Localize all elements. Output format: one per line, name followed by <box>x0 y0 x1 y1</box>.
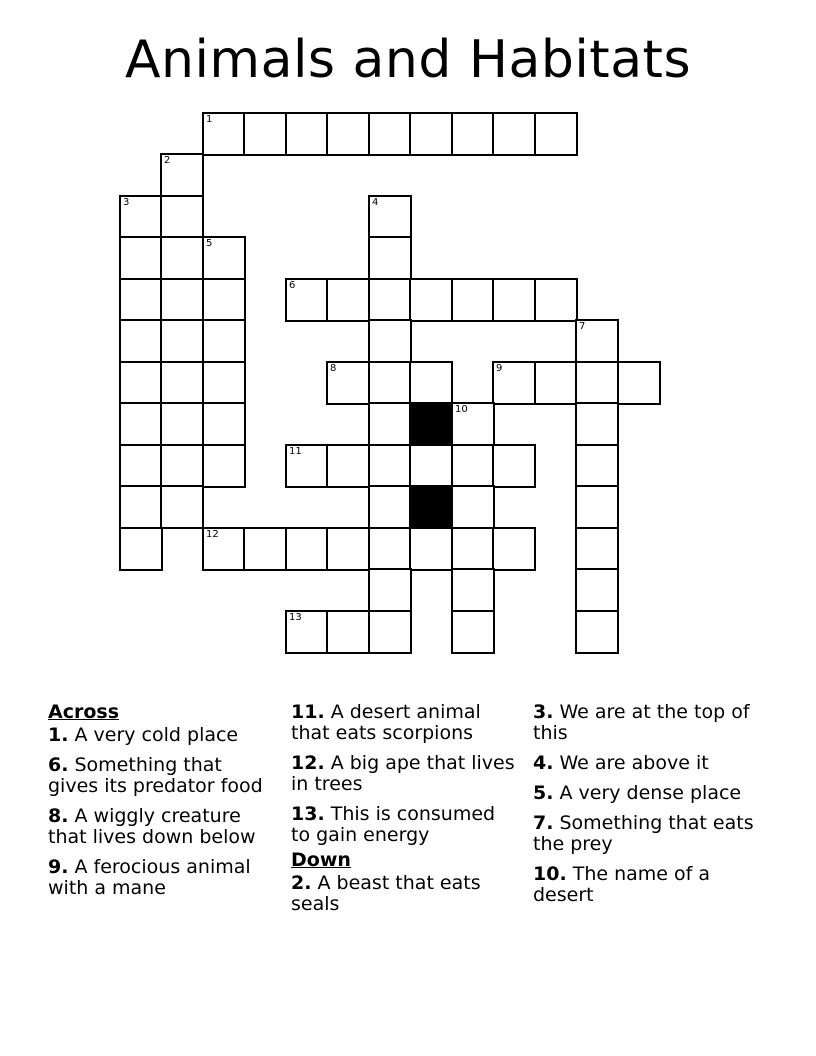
clues-column-1 <box>48 702 273 908</box>
clue-number: 13. <box>291 803 325 825</box>
clue-number-label: 12 <box>206 529 219 540</box>
answer-cell[interactable] <box>160 402 204 446</box>
clue-text: Something that gives its predator food <box>48 754 263 797</box>
answer-cell[interactable] <box>326 112 370 156</box>
answer-cell[interactable] <box>202 361 246 405</box>
answer-cell[interactable] <box>326 278 370 322</box>
answer-cell[interactable] <box>160 444 204 488</box>
clue-text: A big ape that lives in trees <box>291 752 515 795</box>
answer-cell[interactable] <box>368 236 412 280</box>
answer-cell[interactable] <box>575 319 619 363</box>
clue-number-label: 4 <box>372 197 379 208</box>
answer-cell[interactable] <box>409 361 453 405</box>
clue-text: A very cold place <box>68 724 239 746</box>
answer-cell[interactable] <box>492 361 536 405</box>
clue-number-label: 5 <box>206 238 213 249</box>
clue-text: This is consumed to gain energy <box>291 803 496 846</box>
down-heading: Down <box>291 849 351 871</box>
answer-cell[interactable] <box>534 278 578 322</box>
clue-down-10 <box>533 864 763 906</box>
answer-cell[interactable] <box>326 361 370 405</box>
answer-cell[interactable] <box>160 195 204 239</box>
clue-number: 9. <box>48 856 69 878</box>
answer-cell[interactable] <box>451 568 495 612</box>
answer-cell[interactable] <box>285 610 329 654</box>
answer-cell[interactable] <box>575 444 619 488</box>
clue-number: 8. <box>48 805 69 827</box>
answer-cell[interactable] <box>119 527 163 571</box>
answer-cell[interactable] <box>492 527 536 571</box>
answer-cell[interactable] <box>326 610 370 654</box>
answer-cell[interactable] <box>119 278 163 322</box>
answer-cell[interactable] <box>451 485 495 529</box>
answer-cell[interactable] <box>119 402 163 446</box>
answer-cell[interactable] <box>243 527 287 571</box>
clue-number: 10. <box>533 863 567 885</box>
clue-text: Something that eats the prey <box>533 812 754 855</box>
page-title: Animals and Habitats <box>124 30 692 90</box>
clues-column-2 <box>291 702 516 924</box>
answer-cell[interactable] <box>368 361 412 405</box>
clue-down-7 <box>533 813 763 855</box>
answer-cell[interactable] <box>160 236 204 280</box>
answer-cell[interactable] <box>575 527 619 571</box>
clue-across-8 <box>48 806 273 848</box>
clue-number-label: 2 <box>164 155 171 166</box>
answer-cell[interactable] <box>368 319 412 363</box>
answer-cell[interactable] <box>451 610 495 654</box>
clue-down-3 <box>533 702 763 744</box>
clue-number: 6. <box>48 754 69 776</box>
answer-cell[interactable] <box>160 278 204 322</box>
clue-number: 7. <box>533 812 554 834</box>
answer-cell[interactable] <box>285 112 329 156</box>
answer-cell[interactable] <box>285 527 329 571</box>
answer-cell[interactable] <box>368 402 412 446</box>
clue-number-label: 10 <box>455 404 468 415</box>
answer-cell[interactable] <box>368 278 412 322</box>
answer-cell[interactable] <box>119 236 163 280</box>
answer-cell[interactable] <box>285 278 329 322</box>
answer-cell[interactable] <box>617 361 661 405</box>
clue-down-2 <box>291 873 516 915</box>
clue-number: 5. <box>533 782 554 804</box>
clue-across-9 <box>48 857 273 899</box>
answer-cell[interactable] <box>202 402 246 446</box>
answer-cell[interactable] <box>202 236 246 280</box>
answer-cell[interactable] <box>119 195 163 239</box>
clue-text: A desert animal that eats scorpions <box>291 701 481 744</box>
answer-cell[interactable] <box>160 153 204 197</box>
answer-cell[interactable] <box>492 112 536 156</box>
clue-number-label: 6 <box>289 280 296 291</box>
clue-number-label: 3 <box>123 197 130 208</box>
clue-text: We are at the top of this <box>533 701 750 744</box>
answer-cell[interactable] <box>368 568 412 612</box>
answer-cell[interactable] <box>368 485 412 529</box>
answer-cell[interactable] <box>492 444 536 488</box>
answer-cell[interactable] <box>202 527 246 571</box>
answer-cell[interactable] <box>575 568 619 612</box>
answer-cell[interactable] <box>160 319 204 363</box>
answer-cell[interactable] <box>409 278 453 322</box>
clue-text: A beast that eats seals <box>291 872 481 915</box>
answer-cell[interactable] <box>451 402 495 446</box>
clue-number: 1. <box>48 724 69 746</box>
answer-cell[interactable] <box>368 527 412 571</box>
answer-cell[interactable] <box>575 485 619 529</box>
clue-down-5 <box>533 783 763 804</box>
clue-number: 12. <box>291 752 325 774</box>
answer-cell[interactable] <box>202 112 246 156</box>
clue-across-11 <box>291 702 516 744</box>
answer-cell[interactable] <box>575 610 619 654</box>
answer-cell[interactable] <box>368 112 412 156</box>
answer-cell[interactable] <box>534 361 578 405</box>
clue-number: 2. <box>291 872 312 894</box>
answer-cell[interactable] <box>368 610 412 654</box>
answer-cell[interactable] <box>160 485 204 529</box>
answer-cell[interactable] <box>492 278 536 322</box>
answer-cell[interactable] <box>451 112 495 156</box>
answer-cell[interactable] <box>243 112 287 156</box>
clue-number-label: 9 <box>496 363 503 374</box>
answer-cell[interactable] <box>409 527 453 571</box>
clue-number-label: 8 <box>330 363 337 374</box>
clue-number: 11. <box>291 701 325 723</box>
black-square <box>409 402 453 446</box>
clue-across-13 <box>291 804 516 846</box>
answer-cell[interactable] <box>451 444 495 488</box>
answer-cell[interactable] <box>202 278 246 322</box>
clues-column-3 <box>533 702 763 915</box>
clue-number-label: 1 <box>206 114 213 125</box>
answer-cell[interactable] <box>409 112 453 156</box>
answer-cell[interactable] <box>119 485 163 529</box>
answer-cell[interactable] <box>202 319 246 363</box>
answer-cell[interactable] <box>534 112 578 156</box>
answer-cell[interactable] <box>119 444 163 488</box>
answer-cell[interactable] <box>409 444 453 488</box>
clue-text: We are above it <box>553 752 709 774</box>
clue-number: 3. <box>533 701 554 723</box>
answer-cell[interactable] <box>368 444 412 488</box>
clue-number-label: 13 <box>289 612 302 623</box>
clue-number-label: 11 <box>289 446 302 457</box>
clue-number-label: 7 <box>579 321 586 332</box>
answer-cell[interactable] <box>202 444 246 488</box>
answer-cell[interactable] <box>451 278 495 322</box>
answer-cell[interactable] <box>119 361 163 405</box>
clue-across-12 <box>291 753 516 795</box>
clue-across-6 <box>48 755 273 797</box>
answer-cell[interactable] <box>575 361 619 405</box>
clue-down-4 <box>533 753 763 774</box>
across-heading: Across <box>48 701 120 723</box>
answer-cell[interactable] <box>368 195 412 239</box>
clue-across-1 <box>48 725 273 746</box>
answer-cell[interactable] <box>575 402 619 446</box>
answer-cell[interactable] <box>326 527 370 571</box>
black-square <box>409 485 453 529</box>
answer-cell[interactable] <box>119 319 163 363</box>
clue-text: A very dense place <box>553 782 742 804</box>
clue-text: A wiggly creature that lives down below <box>48 805 256 848</box>
clue-text: A ferocious animal with a mane <box>48 856 251 899</box>
answer-cell[interactable] <box>160 361 204 405</box>
answer-cell[interactable] <box>451 527 495 571</box>
clue-text: The name of a desert <box>533 863 711 906</box>
clue-number: 4. <box>533 752 554 774</box>
answer-cell[interactable] <box>285 444 329 488</box>
answer-cell[interactable] <box>326 444 370 488</box>
